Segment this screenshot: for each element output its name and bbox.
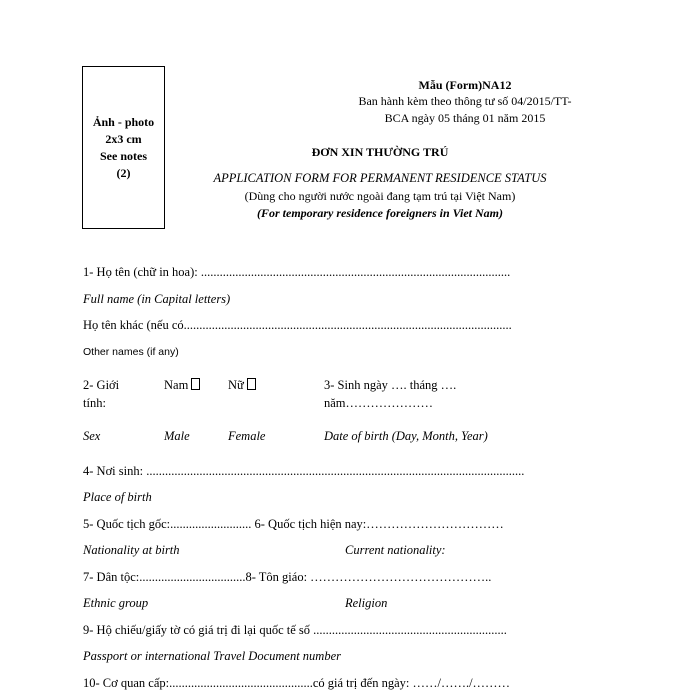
form-code: Mẫu (Form)NA12 [418, 78, 512, 92]
field-passport-number[interactable]: 9- Hộ chiếu/giấy tờ có giá trị đi lại quốc tế số .............................................................. [83, 623, 507, 637]
issued-line-2: BCA ngày 05 tháng 01 năm 2015 [384, 111, 546, 125]
title-vietnamese: ĐƠN XIN THƯỜNG TRÚ [311, 145, 449, 159]
photo-label: Ảnh - photo [92, 115, 155, 129]
photo-note-number: (2) [116, 166, 131, 180]
male-checkbox[interactable] [191, 378, 200, 390]
label-male-en: Male [164, 429, 190, 443]
label-male-vi: Nam [164, 378, 189, 392]
subtitle-vietnamese: (Dùng cho người nước ngoài đang tạm trú tại Việt Nam) [244, 189, 516, 203]
label-full-name-en: Full name (in Capital letters) [83, 292, 231, 306]
field-other-names[interactable]: Họ tên khác (nếu có......................................................................................................... [83, 318, 512, 332]
label-ethnic-group-en: Ethnic group [83, 596, 149, 610]
label-date-of-birth-en: Date of birth (Day, Month, Year) [324, 429, 488, 443]
label-gender-vi: 2- Giới [83, 378, 120, 392]
label-female-en: Female [228, 429, 266, 443]
photo-size: 2x3 cm [105, 132, 142, 146]
label-place-of-birth-en: Place of birth [83, 490, 152, 504]
label-female-vi: Nữ [228, 378, 244, 392]
label-other-names-en: Other names (if any) [83, 346, 179, 358]
title-english: APPLICATION FORM FOR PERMANENT RESIDENCE STATUS [213, 171, 547, 185]
field-place-of-birth[interactable]: 4- Nơi sinh: ......................................................................................................................... [83, 464, 525, 478]
label-current-nationality-en: Current nationality: [345, 543, 446, 557]
field-issuing-authority[interactable]: 10- Cơ quan cấp:..............................................có giá trị đến ngày: ……/……./……… [83, 676, 511, 690]
issued-line-1: Ban hành kèm theo thông tư số 04/2015/TT- [358, 94, 572, 108]
label-gender-vi-2: tính: [83, 396, 106, 410]
label-religion-en: Religion [345, 596, 388, 610]
field-nationality[interactable]: 5- Quốc tịch gốc:.......................... 6- Quốc tịch hiện nay:…………………………… [83, 517, 504, 531]
label-nationality-birth-en: Nationality at birth [83, 543, 180, 557]
field-year-of-birth[interactable]: năm………………… [324, 396, 434, 410]
label-passport-en: Passport or international Travel Document number [83, 649, 341, 663]
female-checkbox[interactable] [247, 378, 256, 390]
option-female[interactable] [228, 378, 256, 393]
label-sex-en: Sex [83, 429, 101, 443]
photo-see-notes: See notes [100, 149, 147, 163]
field-ethnic-religion[interactable]: 7- Dân tộc:..................................8- Tôn giáo: …………………………………….. [83, 570, 492, 584]
option-male[interactable] [164, 378, 200, 393]
subtitle-english: (For temporary residence foreigners in Viet Nam) [257, 206, 503, 220]
field-full-name[interactable]: 1- Họ tên (chữ in hoa): ................................................................................................... [83, 265, 511, 279]
field-date-of-birth[interactable]: 3- Sinh ngày …. tháng …. [324, 378, 457, 392]
